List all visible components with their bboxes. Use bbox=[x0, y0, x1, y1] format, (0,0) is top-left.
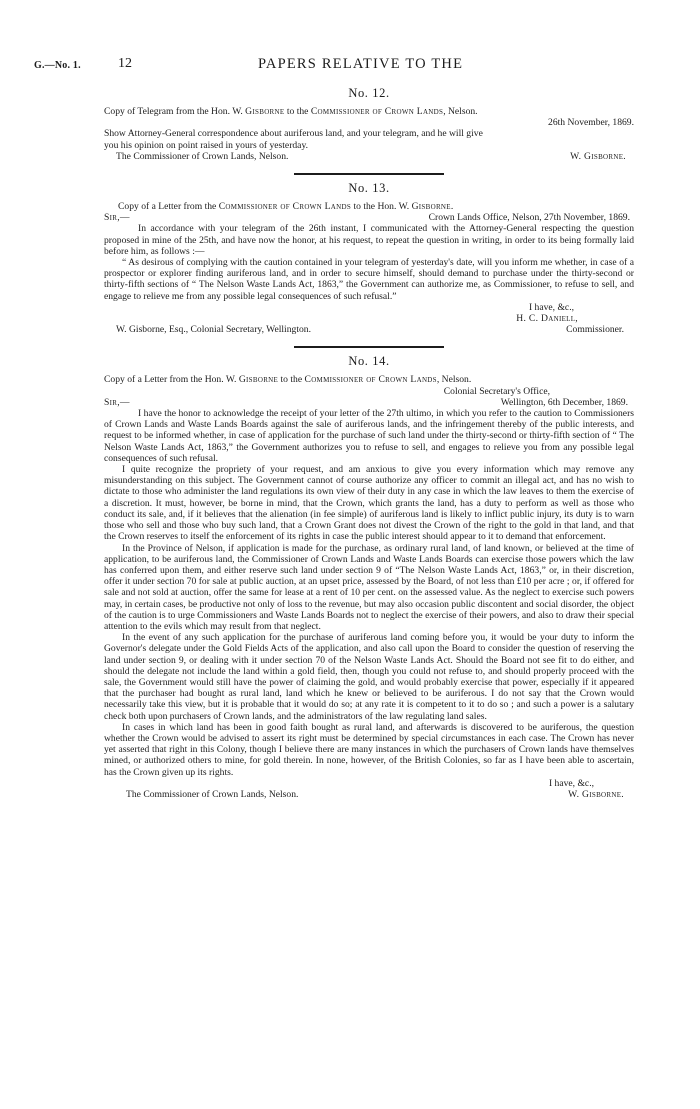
document-caption bbox=[104, 201, 634, 212]
caption-text: to the bbox=[278, 374, 305, 386]
signature-name: H. C. Daniell, bbox=[516, 313, 578, 325]
office-name: Colonial Secretary's Office, bbox=[443, 385, 550, 397]
closing: I have, &c., bbox=[528, 301, 574, 313]
caption-text: Copy of a Letter from the Hon. W. bbox=[104, 374, 239, 386]
place-date: Wellington, 6th December, 1869. bbox=[500, 396, 628, 408]
page-body bbox=[104, 88, 634, 800]
running-title: PAPERS RELATIVE TO THE bbox=[258, 56, 464, 72]
document-no-12 bbox=[104, 88, 634, 162]
document-no-13 bbox=[104, 183, 634, 335]
letter-paragraph: In cases in which land has been in good faith bought as rural land, and afterwards is discovered to be auriferous, the question whether the Crown would be advised to assert its right must be determined by special circumstances in each case. The Crown has never yet asserted that right in this Colony, though I believe there are many instances in which the purchasers of Crown lands have themselves mined, or authorized others to mine, for gold therein. In none, however, of the British Colonies, so far as I have been able to ascertain, has the Crown given up its rights. bbox=[104, 721, 634, 778]
place-date: Crown Lands Office, Nelson, 27th November, 1869. bbox=[428, 212, 630, 224]
telegram-signature: W. Gisborne. bbox=[570, 150, 626, 162]
document-number: No. 12. bbox=[348, 86, 390, 100]
addressee: W. Gisborne, Esq., Colonial Secretary, Wellington. bbox=[116, 324, 311, 336]
salutation: Sir,— bbox=[104, 396, 130, 408]
document-number: No. 14. bbox=[348, 354, 390, 369]
letter-paragraph: In the Province of Nelson, if application is made for the purchase, as ordinary rural land, of land known, or believed at the time of application, to be auriferous land, the Commissioner of Crown Lands and Waste Lands Boards can exercise those powers which the law has conferred upon them, and either reserve such land under section 9 of “The Nelson Waste Lands Act, 1863,” or, in their discretion, offer it under section 70 for sale at public auction, at an upset price, assessed by the Board, of not less than £10 per acre ; or, if offered for sale and not sold at auction, offer the same for lease at a rent of 10 per cent. on the assessed value. As the neglect to exercise such powers may, in certain cases, be productive not only of loss to the revenue, but may also occasion public discontent and social disorder, the object of the caution is to urge Commissioners and Waste Lands Boards not to neglect the exercise of their powers, and also to draw their special attention to the evils which may result from that neglect. bbox=[104, 542, 634, 632]
document-number: No. 13. bbox=[348, 181, 390, 196]
signatory-title: Commissioner. bbox=[566, 324, 624, 336]
letter-paragraph: “ As desirous of complying with the caution contained in your telegram of yesterday's date, will you inform me whether, in case of a prospector or explorer finding auriferous land, and in order to secure himself, should demand to purchase under the thirty-second or thirty-fifth sections of “ The Nelson Waste Lands Act, 1863,” the Government can authorize me, as Commissioner, to refuse to sell, and engage to relieve me from any possible legal consequences of such refusal.” bbox=[104, 257, 634, 302]
signature: W. Gisborne. bbox=[568, 788, 624, 800]
caption-text: . bbox=[450, 201, 454, 213]
page-header bbox=[0, 0, 700, 72]
page-number: 12 bbox=[118, 56, 132, 71]
section-divider bbox=[294, 345, 444, 348]
telegram-addressee: The Commissioner of Crown Lands, Nelson. bbox=[116, 150, 289, 162]
telegram-date: 26th November, 1869. bbox=[548, 117, 634, 129]
caption-text: to the Hon. W. bbox=[351, 201, 412, 213]
letter-heading bbox=[104, 397, 634, 408]
caption-text: Copy of a Letter from the bbox=[118, 201, 219, 213]
document-caption bbox=[104, 374, 634, 385]
caption-name: Gisborne bbox=[411, 201, 451, 213]
signature bbox=[104, 313, 634, 324]
letter-paragraph: In accordance with your telegram of the 26th instant, I communicated with the Attorney-General respecting the question proposed in mine of the 25th, and have now the honor, at his request, to repeat the question in writing, in order to its being formally laid before him, as follows :— bbox=[104, 223, 634, 257]
document-no-14 bbox=[104, 356, 634, 800]
telegram-body-line: Show Attorney-General correspondence about auriferous land, and your telegram, and he will give bbox=[104, 128, 483, 140]
letter-paragraph: In the event of any such application for the purchase of auriferous land coming before you, it would be your duty to inform the Governor's delegate under the Gold Fields Acts of the application, and also call upon the Board to consider the question of reserving the land under section 9, or dealing with it under section 70 of the Nelson Waste Lands Act. Should the Board not see fit to do either, and should the delegate not include the land within a gold field, then, though you could not refuse to, and should properly proceed with the sale, the Government would still have the power of claiming the gold, and would probably exercise that power, especially if it appeared that the purchaser had bought as rural land, land which he knew or believed to be auriferous. I do not say that the Crown would necessarily take this view, but it is probable that it would do so; at any rate it is competent to it to do so ; and such a power is a salutary check both upon purchasers of Crown lands, and the administrators of the law regulating land sales. bbox=[104, 632, 634, 722]
letter-heading bbox=[104, 212, 634, 223]
caption-text: , Nelson. bbox=[436, 374, 472, 386]
caption-name: Gisborne bbox=[238, 374, 279, 386]
salutation: Sir,— bbox=[104, 212, 130, 224]
caption-name: Gisborne bbox=[245, 106, 285, 117]
addressee: The Commissioner of Crown Lands, Nelson. bbox=[126, 788, 299, 800]
document-caption bbox=[104, 106, 634, 117]
letter-paragraph: I have the honor to acknowledge the receipt of your letter of the 27th ultimo, in which you refer to the caution to Commissioners of Crown Lands and Waste Lands Boards against the sale of auriferous lands, and the infringement thereby of the public interests, and request to be informed whether, in case of application for the purchase of such land under the thirty-second or thirty-fifth section of “ The Nelson Waste Lands Act, 1863,” the Government authorizes you to refuse to sell, and engages to relieve you from any possible legal consequences of such refusal. bbox=[104, 408, 634, 464]
letter-paragraph: I quite recognize the propriety of your request, and am anxious to give you every information which may remove any misunderstanding on this subject. The Government cannot of course authorize any officer to commit an illegal act, and has no wish to dictate to those who administer the land regulations its own view of their duty in any case in which the law leaves to them the exercise of a discretion. It must, however, be borne in mind, that the Crown, which grants the land, has a duty to perform as well as those who conduct its sale, and, if it believes that the alienation (in fee simple) of auriferous land is likely to inflict public injury, its duty is to warn those who sell and those who buy such land, that a Crown Grant does not divest the Crown of the right to the gold in that land, and that the Crown reserves to itself the enforcement of its rights in case the public interest should appear to it to demand that enforcement. bbox=[104, 464, 634, 543]
document-reference: G.—No. 1. bbox=[34, 60, 81, 71]
caption-office: Commissioner of Crown Lands bbox=[304, 374, 437, 386]
caption-text: , Nelson. bbox=[443, 106, 478, 117]
telegram-body-line: you his opinion on point raised in yours of yesterday. bbox=[104, 139, 309, 151]
caption-text: Copy of Telegram from the Hon. W. bbox=[104, 106, 246, 117]
telegram-footer bbox=[104, 151, 634, 162]
caption-text: to the bbox=[284, 106, 311, 117]
letter-footer bbox=[104, 324, 634, 335]
caption-office: Commissioner of Crown Lands bbox=[310, 106, 444, 117]
section-divider bbox=[294, 172, 444, 175]
closing: I have, &c., bbox=[548, 777, 594, 789]
letter-footer bbox=[104, 789, 634, 800]
caption-office: Commissioner of Crown Lands bbox=[218, 201, 352, 213]
